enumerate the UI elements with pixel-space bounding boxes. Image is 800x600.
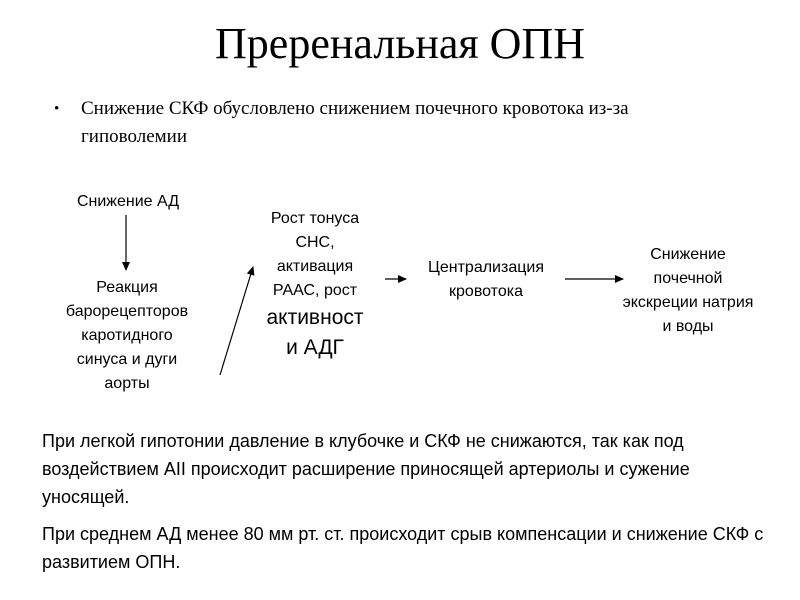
node-line: синуса и дуги	[76, 351, 178, 368]
node-line: и воды	[662, 318, 714, 335]
paragraph-moderate-hypotension: При среднем АД менее 80 мм рт. ст. происходит срыв компенсации и снижение СКФ с развитием ОПН.	[42, 524, 764, 572]
node-line: почечной	[653, 270, 723, 287]
node-line: Снижение	[650, 246, 726, 263]
node-line: и АДГ	[286, 336, 344, 359]
node-baroreceptor-reaction	[52, 276, 202, 396]
paragraph-mild-hypotension: При легкой гипотонии давление в клубочке и СКФ не снижаются, так как под воздействием AII происходит расширение приносящей артериолы и сужение уносящей.	[42, 431, 690, 507]
node-line: каротидного	[81, 327, 173, 344]
node-bp-decrease	[58, 190, 198, 214]
node-sns-raas-activation	[240, 207, 390, 363]
node-line: кровотока	[449, 283, 523, 300]
node-line: активност	[266, 306, 364, 329]
node-line: активация	[276, 258, 354, 275]
node-line: Реакция	[96, 279, 158, 296]
slide-title: Преренальная ОПН	[215, 19, 585, 68]
node-line: Снижение АД	[76, 193, 180, 210]
bullet-marker: •	[54, 101, 60, 117]
node-line: Централизация	[428, 259, 544, 276]
node-blood-flow-centralization	[406, 256, 566, 304]
node-line: экскреции натрия	[622, 294, 754, 311]
node-line: барорецепторов	[65, 303, 189, 320]
node-line: аорты	[104, 375, 150, 392]
node-sodium-excretion-decrease	[598, 243, 778, 339]
node-line: Рост тонуса	[270, 210, 360, 227]
node-line: СНС,	[295, 234, 335, 251]
node-line: РААС, рост	[272, 282, 358, 299]
bullet-text: Снижение СКФ обусловлено снижением почечного кровотока из-за гиповолемии	[81, 98, 629, 147]
